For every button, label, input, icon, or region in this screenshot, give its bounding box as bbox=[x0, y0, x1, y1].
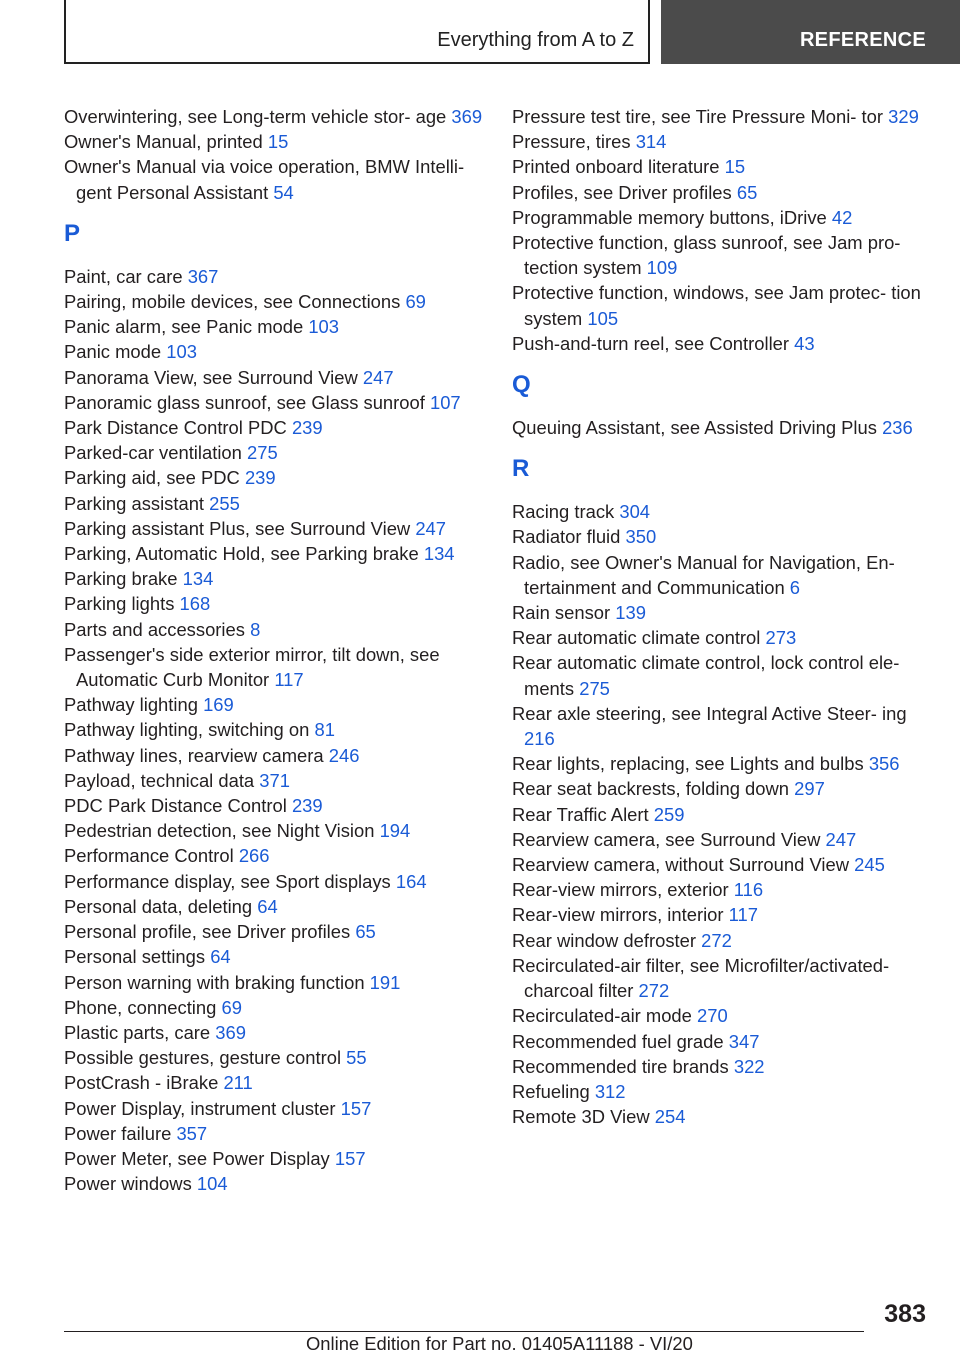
index-entry bbox=[512, 524, 932, 549]
index-entry bbox=[512, 877, 932, 902]
index-entry bbox=[512, 953, 932, 1003]
page-reference-link[interactable]: 64 bbox=[210, 946, 231, 968]
footer-edition-text: Online Edition for Part no. 01405A11188 - VI/20 bbox=[306, 1333, 693, 1354]
index-entry-text: Parking brake bbox=[64, 568, 178, 590]
index-entry bbox=[64, 314, 484, 339]
index-column-right bbox=[512, 104, 932, 1129]
page-reference-link[interactable]: 191 bbox=[369, 971, 401, 993]
index-entry bbox=[64, 919, 484, 944]
page-reference-link[interactable]: 304 bbox=[619, 501, 651, 523]
index-entry bbox=[64, 818, 484, 843]
index-entry bbox=[64, 1045, 484, 1070]
index-entry bbox=[64, 566, 484, 591]
index-entry bbox=[64, 1096, 484, 1121]
index-entry bbox=[64, 642, 484, 692]
index-entry bbox=[512, 600, 932, 625]
index-entry-text: Owner's Manual, printed bbox=[64, 131, 263, 153]
page-reference-link[interactable]: 347 bbox=[728, 1030, 760, 1052]
page-reference-link[interactable]: 157 bbox=[334, 1147, 366, 1169]
index-entry bbox=[512, 230, 932, 280]
index-entry-text: Parked-car ventilation bbox=[64, 442, 242, 464]
index-entry-text: Panic alarm, see Panic mode bbox=[64, 316, 304, 338]
page-reference-link[interactable]: 322 bbox=[733, 1055, 765, 1077]
index-entry-text: Pressure test tire, see Tire Pressure Moni‐ tor bbox=[512, 106, 884, 127]
page-reference-link[interactable]: 216 bbox=[524, 728, 555, 750]
page-reference-link[interactable]: 116 bbox=[733, 879, 764, 901]
index-entry-text: Owner's Manual via voice operation, BMW Intelli‐ gent Personal Assistant bbox=[64, 156, 465, 203]
section-title: Everything from A to Z bbox=[437, 29, 634, 51]
index-entry bbox=[64, 717, 484, 742]
page-reference-link[interactable]: 239 bbox=[291, 795, 323, 817]
page-reference-link[interactable]: 239 bbox=[244, 467, 276, 489]
index-entry bbox=[64, 591, 484, 616]
index-entry bbox=[64, 104, 484, 129]
page-reference-link[interactable]: 117 bbox=[274, 669, 304, 691]
index-entry bbox=[512, 499, 932, 524]
page-reference-link[interactable]: 43 bbox=[794, 332, 815, 354]
index-entry-text: Rain sensor bbox=[512, 602, 611, 624]
page-reference-link[interactable]: 350 bbox=[625, 526, 657, 548]
index-entry-text: Person warning with braking function bbox=[64, 971, 365, 993]
index-entry-text: Pathway lighting, switching on bbox=[64, 719, 310, 741]
footer-divider bbox=[64, 1331, 864, 1332]
page-reference-link[interactable]: 259 bbox=[653, 803, 685, 825]
index-entry bbox=[512, 928, 932, 953]
index-entry-text: Possible gestures, gesture control bbox=[64, 1047, 342, 1069]
index-entry bbox=[64, 768, 484, 793]
index-entry bbox=[64, 1121, 484, 1146]
index-entry bbox=[64, 743, 484, 768]
page-reference-link[interactable]: 117 bbox=[728, 904, 758, 926]
page-reference-link[interactable]: 297 bbox=[794, 778, 825, 800]
index-entry bbox=[512, 625, 932, 650]
index-entry bbox=[512, 776, 932, 801]
index-entry bbox=[64, 415, 484, 440]
page-reference-link[interactable]: 105 bbox=[587, 307, 619, 329]
index-entry bbox=[512, 1003, 932, 1028]
index-entry-text: Power windows bbox=[64, 1173, 192, 1195]
index-entry bbox=[64, 129, 484, 154]
index-entry bbox=[64, 339, 484, 364]
index-entry bbox=[512, 1029, 932, 1054]
index-entry bbox=[64, 440, 484, 465]
index-entry-text: Park Distance Control PDC bbox=[64, 417, 287, 439]
index-entry-text: Radiator fluid bbox=[512, 526, 621, 548]
index-entry-text: Protective function, windows, see Jam protec‐ tion system bbox=[512, 282, 921, 329]
index-entry-text: Overwintering, see Long-term vehicle stor‐ age bbox=[64, 106, 447, 127]
index-entry bbox=[64, 843, 484, 868]
index-entry bbox=[512, 1054, 932, 1079]
index-entry-text: Protective function, glass sunroof, see Jam pro‐ tection system bbox=[512, 232, 901, 279]
reference-tab bbox=[661, 0, 960, 64]
index-entry-text: Queuing Assistant, see Assisted Driving Plus bbox=[512, 417, 877, 439]
index-entry bbox=[512, 280, 932, 330]
page-reference-link[interactable]: 314 bbox=[635, 131, 667, 153]
index-entry bbox=[512, 701, 932, 751]
page-reference-link[interactable]: 272 bbox=[638, 980, 670, 1002]
index-entry-text: Parking aid, see PDC bbox=[64, 467, 240, 489]
page-reference-link[interactable]: 164 bbox=[395, 870, 427, 892]
page-reference-link[interactable]: 312 bbox=[594, 1080, 626, 1102]
index-entry-text: Rear-view mirrors, exterior bbox=[512, 879, 729, 901]
index-entry-text: Rear automatic climate control, lock control ele‐ ments bbox=[512, 652, 900, 699]
index-entry bbox=[64, 793, 484, 818]
index-entry bbox=[64, 869, 484, 894]
index-entry bbox=[512, 129, 932, 154]
index-entry-text: Rear automatic climate control bbox=[512, 627, 761, 649]
page-reference-link[interactable]: 103 bbox=[308, 316, 340, 338]
index-entry bbox=[512, 852, 932, 877]
index-entry bbox=[64, 541, 484, 566]
index-entry bbox=[512, 1079, 932, 1104]
index-entry-text: Payload, technical data bbox=[64, 769, 255, 791]
index-entry bbox=[64, 894, 484, 919]
page-reference-link[interactable]: 169 bbox=[203, 694, 234, 716]
page-reference-link[interactable]: 367 bbox=[187, 265, 219, 287]
page-reference-link[interactable]: 194 bbox=[379, 820, 411, 842]
index-entry bbox=[512, 205, 932, 230]
page-reference-link[interactable]: 107 bbox=[429, 391, 461, 413]
page-reference-link[interactable]: 270 bbox=[697, 1005, 728, 1027]
index-entry-text: Rearview camera, see Surround View bbox=[512, 828, 821, 850]
index-entry-text: Rear-view mirrors, interior bbox=[512, 904, 724, 926]
page-reference-link[interactable]: 64 bbox=[257, 895, 278, 917]
index-entry-text: Plastic parts, care bbox=[64, 1021, 211, 1043]
page-reference-link[interactable]: 357 bbox=[176, 1122, 208, 1144]
index-entry-text: Parking assistant Plus, see Surround View bbox=[64, 517, 411, 539]
index-entry-text: Pedestrian detection, see Night Vision bbox=[64, 820, 375, 842]
index-entry-text: Phone, connecting bbox=[64, 996, 217, 1018]
index-entry bbox=[512, 751, 932, 776]
page-reference-link[interactable]: 275 bbox=[579, 677, 610, 699]
index-entry bbox=[64, 516, 484, 541]
index-entry-text: Pressure, tires bbox=[512, 131, 631, 153]
index-entry bbox=[512, 415, 932, 440]
index-entry bbox=[64, 995, 484, 1020]
index-entry bbox=[512, 902, 932, 927]
index-entry-text: Profiles, see Driver profiles bbox=[512, 181, 732, 203]
index-entry-text: Power Display, instrument cluster bbox=[64, 1097, 336, 1119]
page-reference-link[interactable]: 15 bbox=[724, 156, 746, 178]
page-reference-link[interactable]: 247 bbox=[415, 517, 447, 539]
index-entry-text: Performance Control bbox=[64, 845, 234, 867]
page-reference-link[interactable]: 134 bbox=[423, 543, 455, 565]
index-entry-text: Rear window defroster bbox=[512, 929, 696, 951]
index-entry-text: Racing track bbox=[512, 501, 615, 523]
index-entry bbox=[512, 827, 932, 852]
page-reference-link[interactable]: 329 bbox=[888, 106, 919, 127]
index-entry-text: Personal data, deleting bbox=[64, 895, 253, 917]
page-reference-link[interactable]: 15 bbox=[267, 131, 289, 153]
page-reference-link[interactable]: 157 bbox=[340, 1097, 372, 1119]
index-entry-text: Paint, car care bbox=[64, 265, 183, 287]
page-reference-link[interactable]: 134 bbox=[182, 568, 214, 590]
index-entry-text: Radio, see Owner's Manual for Navigation, En‐ tertainment and Communication bbox=[512, 551, 895, 598]
index-entry bbox=[512, 154, 932, 179]
index-entry bbox=[64, 154, 484, 204]
page-reference-link[interactable]: 247 bbox=[825, 828, 857, 850]
index-entry bbox=[64, 465, 484, 490]
page-number: 383 bbox=[884, 1300, 926, 1328]
page-reference-link[interactable]: 81 bbox=[314, 719, 335, 741]
index-entry-text: Passenger's side exterior mirror, tilt down, see Automatic Curb Monitor bbox=[64, 643, 440, 691]
index-entry bbox=[64, 617, 484, 642]
index-entry-text: Refueling bbox=[512, 1080, 590, 1102]
index-entry bbox=[64, 491, 484, 516]
index-entry-text: Rear axle steering, see Integral Active Steer‐ ing bbox=[512, 702, 907, 724]
index-entry-text: Parking assistant bbox=[64, 492, 205, 514]
index-entry bbox=[64, 1171, 484, 1196]
index-entry-text: Personal profile, see Driver profiles bbox=[64, 921, 351, 943]
index-entry-text: Programmable memory buttons, iDrive bbox=[512, 206, 827, 228]
index-entry-text: Panorama View, see Surround View bbox=[64, 366, 358, 388]
page-reference-link[interactable]: 65 bbox=[355, 921, 376, 943]
index-entry-text: Push-and-turn reel, see Controller bbox=[512, 332, 790, 354]
index-entry-text: Parking lights bbox=[64, 593, 175, 615]
page-reference-link[interactable]: 272 bbox=[701, 929, 732, 951]
index-entry-text: Pathway lines, rearview camera bbox=[64, 744, 324, 766]
page-reference-link[interactable]: 6 bbox=[789, 576, 801, 598]
page-reference-link[interactable]: 236 bbox=[882, 417, 913, 439]
index-entry bbox=[64, 1070, 484, 1095]
page-reference-link[interactable]: 246 bbox=[328, 744, 360, 766]
page-reference-link[interactable]: 239 bbox=[291, 417, 323, 439]
index-entry-text: Rear lights, replacing, see Lights and bulbs bbox=[512, 753, 864, 775]
index-entry bbox=[64, 944, 484, 969]
page-reference-link[interactable]: 255 bbox=[209, 492, 240, 514]
page-reference-link[interactable]: 273 bbox=[765, 627, 797, 649]
index-entry bbox=[512, 331, 932, 356]
index-entry-text: PostCrash - iBrake bbox=[64, 1072, 219, 1094]
page-reference-link[interactable]: 245 bbox=[854, 854, 885, 876]
page-reference-link[interactable]: 266 bbox=[238, 845, 270, 867]
page-reference-link[interactable]: 69 bbox=[405, 291, 426, 313]
index-column-left bbox=[64, 104, 484, 1196]
page-reference-link[interactable]: 42 bbox=[831, 206, 853, 228]
page-reference-link[interactable]: 139 bbox=[615, 602, 646, 624]
index-entry-text: Rearview camera, without Surround View bbox=[512, 854, 849, 876]
index-entry-text: Personal settings bbox=[64, 946, 206, 968]
page-reference-link[interactable]: 369 bbox=[215, 1021, 246, 1043]
index-entry bbox=[64, 289, 484, 314]
index-entry-text: Power Meter, see Power Display bbox=[64, 1147, 330, 1169]
page-reference-link[interactable]: 8 bbox=[250, 618, 261, 640]
index-entry bbox=[64, 1146, 484, 1171]
index-entry bbox=[512, 1104, 932, 1129]
index-entry-text: Performance display, see Sport displays bbox=[64, 870, 391, 892]
page-reference-link[interactable]: 211 bbox=[223, 1072, 253, 1094]
index-entry-text: Recommended fuel grade bbox=[512, 1030, 724, 1052]
index-entry-text: Parking, Automatic Hold, see Parking brake bbox=[64, 543, 419, 565]
page-reference-link[interactable]: 371 bbox=[259, 769, 290, 791]
index-entry-text: Recirculated-air mode bbox=[512, 1005, 692, 1027]
page-reference-link[interactable]: 65 bbox=[736, 181, 758, 203]
page-reference-link[interactable]: 109 bbox=[646, 257, 678, 279]
index-entry bbox=[512, 104, 932, 129]
index-entry bbox=[64, 390, 484, 415]
page-reference-link[interactable]: 275 bbox=[247, 442, 278, 464]
page-reference-link[interactable]: 69 bbox=[221, 996, 242, 1018]
index-letter-heading: P bbox=[64, 219, 81, 247]
index-entry bbox=[64, 692, 484, 717]
page-reference-link[interactable]: 369 bbox=[451, 106, 483, 127]
index-entry bbox=[64, 970, 484, 995]
index-entry-text: PDC Park Distance Control bbox=[64, 795, 287, 817]
index-entry-text: Recommended tire brands bbox=[512, 1055, 729, 1077]
index-entry-text: Rear seat backrests, folding down bbox=[512, 778, 790, 800]
page-reference-link[interactable]: 168 bbox=[179, 593, 211, 615]
index-entry bbox=[64, 264, 484, 289]
index-entry-text: Panoramic glass sunroof, see Glass sunroof bbox=[64, 391, 425, 413]
index-entry-text: Printed onboard literature bbox=[512, 156, 720, 178]
index-entry bbox=[512, 180, 932, 205]
page-reference-link[interactable]: 104 bbox=[196, 1173, 228, 1195]
index-entry bbox=[512, 802, 932, 827]
header-section-box bbox=[64, 0, 650, 64]
index-entry bbox=[64, 365, 484, 390]
index-entry-text: Rear Traffic Alert bbox=[512, 803, 649, 825]
index-letter-heading: R bbox=[512, 455, 530, 483]
index-entry-text: Parts and accessories bbox=[64, 618, 245, 640]
index-entry-text: Panic mode bbox=[64, 341, 162, 363]
index-entry bbox=[512, 650, 932, 700]
page-reference-link[interactable]: 54 bbox=[273, 181, 294, 203]
index-entry bbox=[512, 550, 932, 600]
index-entry-text: Remote 3D View bbox=[512, 1106, 650, 1128]
index-entry-text: Pairing, mobile devices, see Connections bbox=[64, 291, 401, 313]
page-reference-link[interactable]: 55 bbox=[346, 1047, 367, 1069]
index-entry-text: Recirculated-air filter, see Microfilter/activated- charcoal filter bbox=[512, 954, 890, 1002]
page-reference-link[interactable]: 103 bbox=[166, 341, 197, 363]
page-reference-link[interactable]: 254 bbox=[654, 1106, 686, 1128]
index-entry bbox=[64, 1020, 484, 1045]
index-entry-text: Power failure bbox=[64, 1122, 172, 1144]
reference-tab-label: REFERENCE bbox=[799, 29, 926, 51]
page-reference-link[interactable]: 247 bbox=[362, 366, 394, 388]
page-reference-link[interactable]: 356 bbox=[868, 753, 900, 775]
index-entry-text: Pathway lighting bbox=[64, 694, 198, 716]
index-letter-heading: Q bbox=[512, 371, 531, 399]
